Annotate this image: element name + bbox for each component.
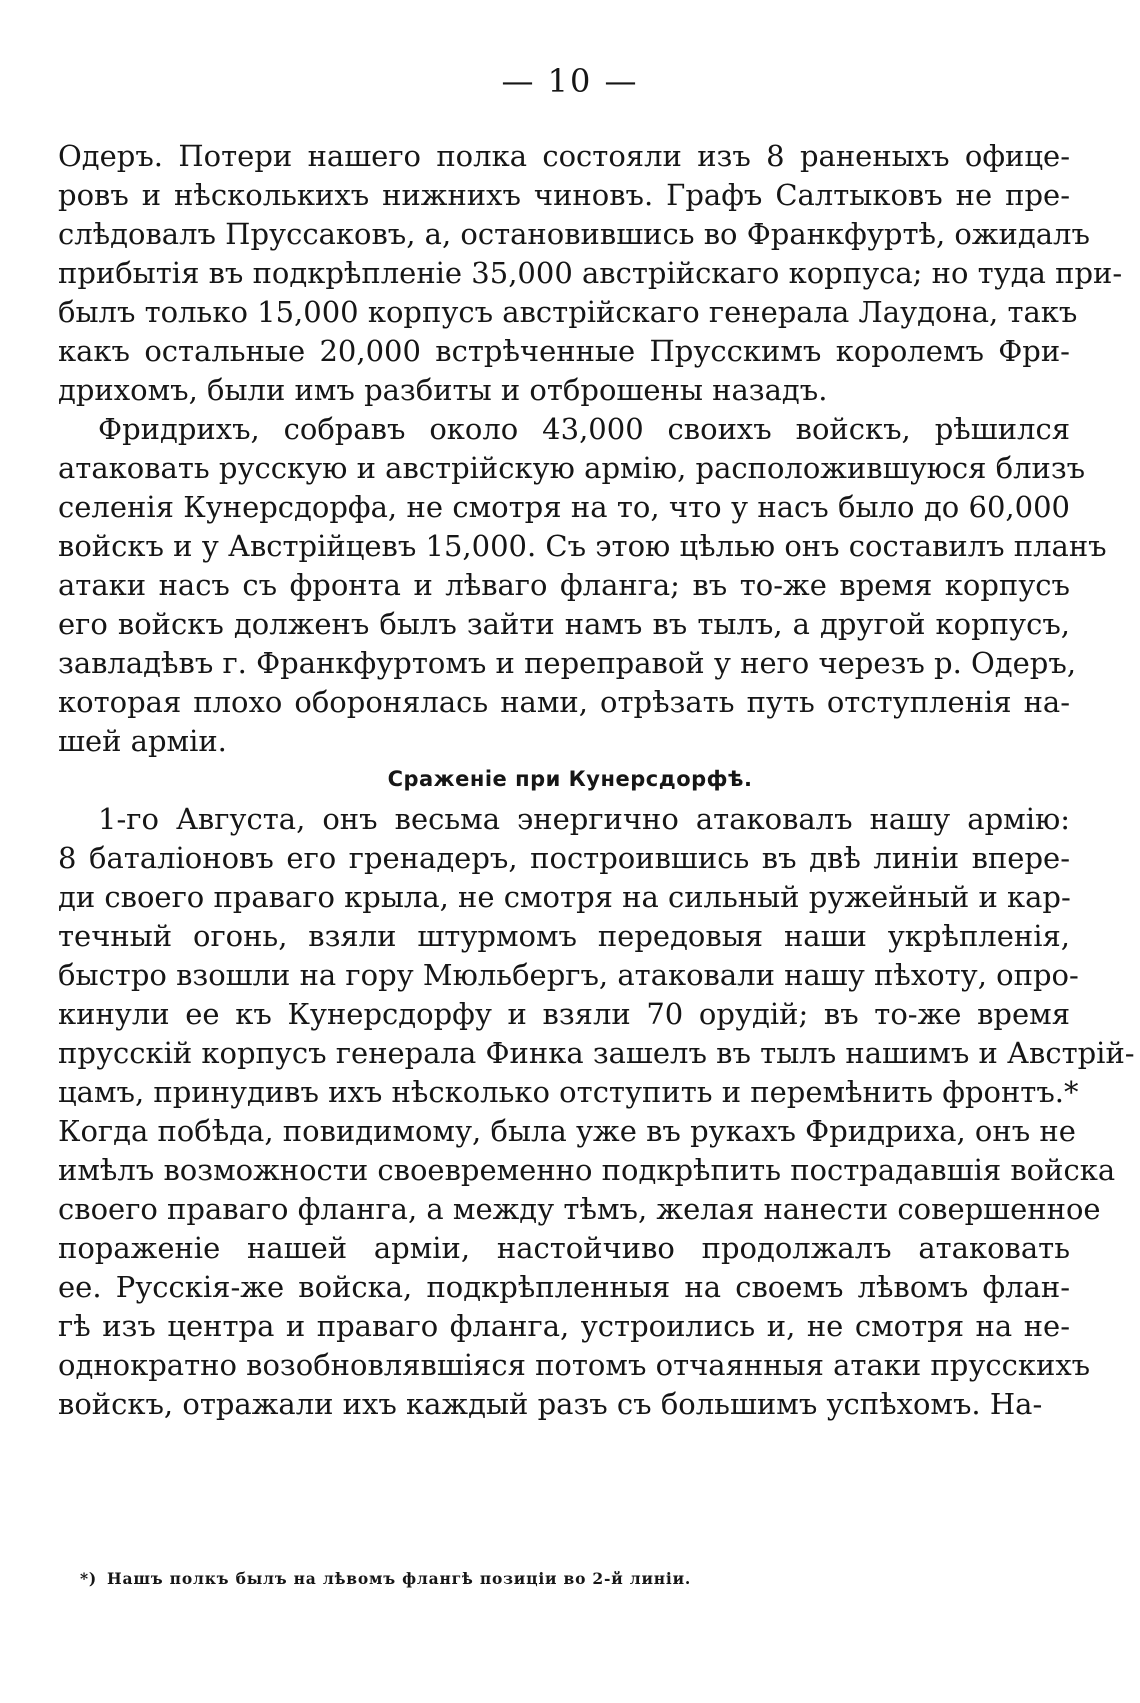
text-line: атаки насъ съ фронта и лѣваго фланга; въ то-же время корпусъ [58, 568, 1070, 602]
text-line: дрихомъ, были имъ разбиты и отброшены назадъ. [58, 373, 828, 407]
text-line: ровъ и нѣсколькихъ нижнихъ чиновъ. Графъ Салтыковъ не пре- [58, 178, 1070, 212]
paragraph-2 [58, 410, 1107, 761]
text-line: своего праваго фланга, а между тѣмъ, желая нанести совершенное [58, 1192, 1101, 1226]
section-heading: Сраженіе при Кунерсдорфѣ. [387, 767, 753, 791]
footnote [80, 1569, 691, 1588]
footnote-mark: *) [80, 1569, 98, 1588]
text-line: войскъ и у Австрійцевъ 15,000. Съ этою цѣлью онъ составилъ планъ [58, 529, 1107, 563]
text-line: шей арміи. [58, 724, 227, 758]
text-line: его войскъ долженъ былъ зайти намъ въ тылъ, а другой корпусъ, [58, 607, 1070, 641]
text-line: атаковать русскую и австрійскую армію, расположившуюся близъ [58, 451, 1086, 485]
text-line: кинули ее къ Кунерсдорфу и взяли 70 орудій; въ то-же время [58, 997, 1070, 1031]
text-line: имѣлъ возможности своевременно подкрѣпить пострадавшія войска [58, 1153, 1116, 1187]
text-line: пораженіе нашей арміи, настойчиво продолжалъ атаковать [58, 1231, 1070, 1265]
page-number: — 10 — [501, 62, 639, 100]
paragraph-3 [58, 800, 1135, 1424]
text-line: Когда побѣда, повидимому, была уже въ рукахъ Фридриха, онъ не [58, 1114, 1076, 1148]
text-line: Фридрихъ, собравъ около 43,000 своихъ войскъ, рѣшился [98, 412, 1070, 446]
text-line: прибытія въ подкрѣпленіе 35,000 австрійскаго корпуса; но туда при- [58, 256, 1123, 290]
text-line: Одеръ. Потери нашего полка состояли изъ 8 раненыхъ офице- [58, 139, 1070, 173]
text-line: цамъ, принудивъ ихъ нѣсколько отступить и перемѣнить фронтъ.* [58, 1075, 1079, 1109]
text-line: 8 баталіоновъ его гренадеръ, построившись въ двѣ линіи впере- [58, 841, 1070, 875]
text-line: 1-го Августа, онъ весьма энергично атаковалъ нашу армію: [98, 802, 1070, 836]
text-line: какъ остальные 20,000 встрѣченные Прусскимъ королемъ Фри- [58, 334, 1070, 368]
text-line: слѣдовалъ Пруссаковъ, а, остановившись во Франкфуртѣ, ожидалъ [58, 217, 1090, 251]
text-line: прусскій корпусъ генерала Финка зашелъ въ тылъ нашимъ и Австрій- [58, 1036, 1135, 1070]
text-line: ее. Русскія-же войска, подкрѣпленныя на своемъ лѣвомъ флан- [58, 1270, 1070, 1304]
text-line: селенія Кунерсдорфа, не смотря на то, что у насъ было до 60,000 [58, 490, 1070, 524]
text-line: войскъ, отражали ихъ каждый разъ съ большимъ успѣхомъ. На- [58, 1387, 1043, 1421]
text-line: былъ только 15,000 корпусъ австрійскаго генерала Лаудона, такъ [58, 295, 1078, 329]
text-line: однократно возобновлявшіяся потомъ отчаянныя атаки прусскихъ [58, 1348, 1091, 1382]
text-line: течный огонь, взяли штурмомъ передовыя наши укрѣпленія, [58, 919, 1070, 953]
text-line: ди своего праваго крыла, не смотря на сильный ружейный и кар- [58, 880, 1071, 914]
text-line: быстро взошли на гору Мюльбергъ, атаковали нашу пѣхоту, опро- [58, 958, 1079, 992]
text-line: гѣ изъ центра и праваго фланга, устроились и, не смотря на не- [58, 1309, 1070, 1343]
footnote-text: Нашъ полкъ былъ на лѣвомъ флангѣ позиціи во 2-й линіи. [107, 1569, 692, 1588]
paragraph-1 [58, 137, 1123, 410]
text-line: завладѣвъ г. Франкфуртомъ и переправой у него черезъ р. Одеръ, [58, 646, 1077, 680]
text-line: которая плохо оборонялась нами, отрѣзать путь отступленія на- [58, 685, 1070, 719]
